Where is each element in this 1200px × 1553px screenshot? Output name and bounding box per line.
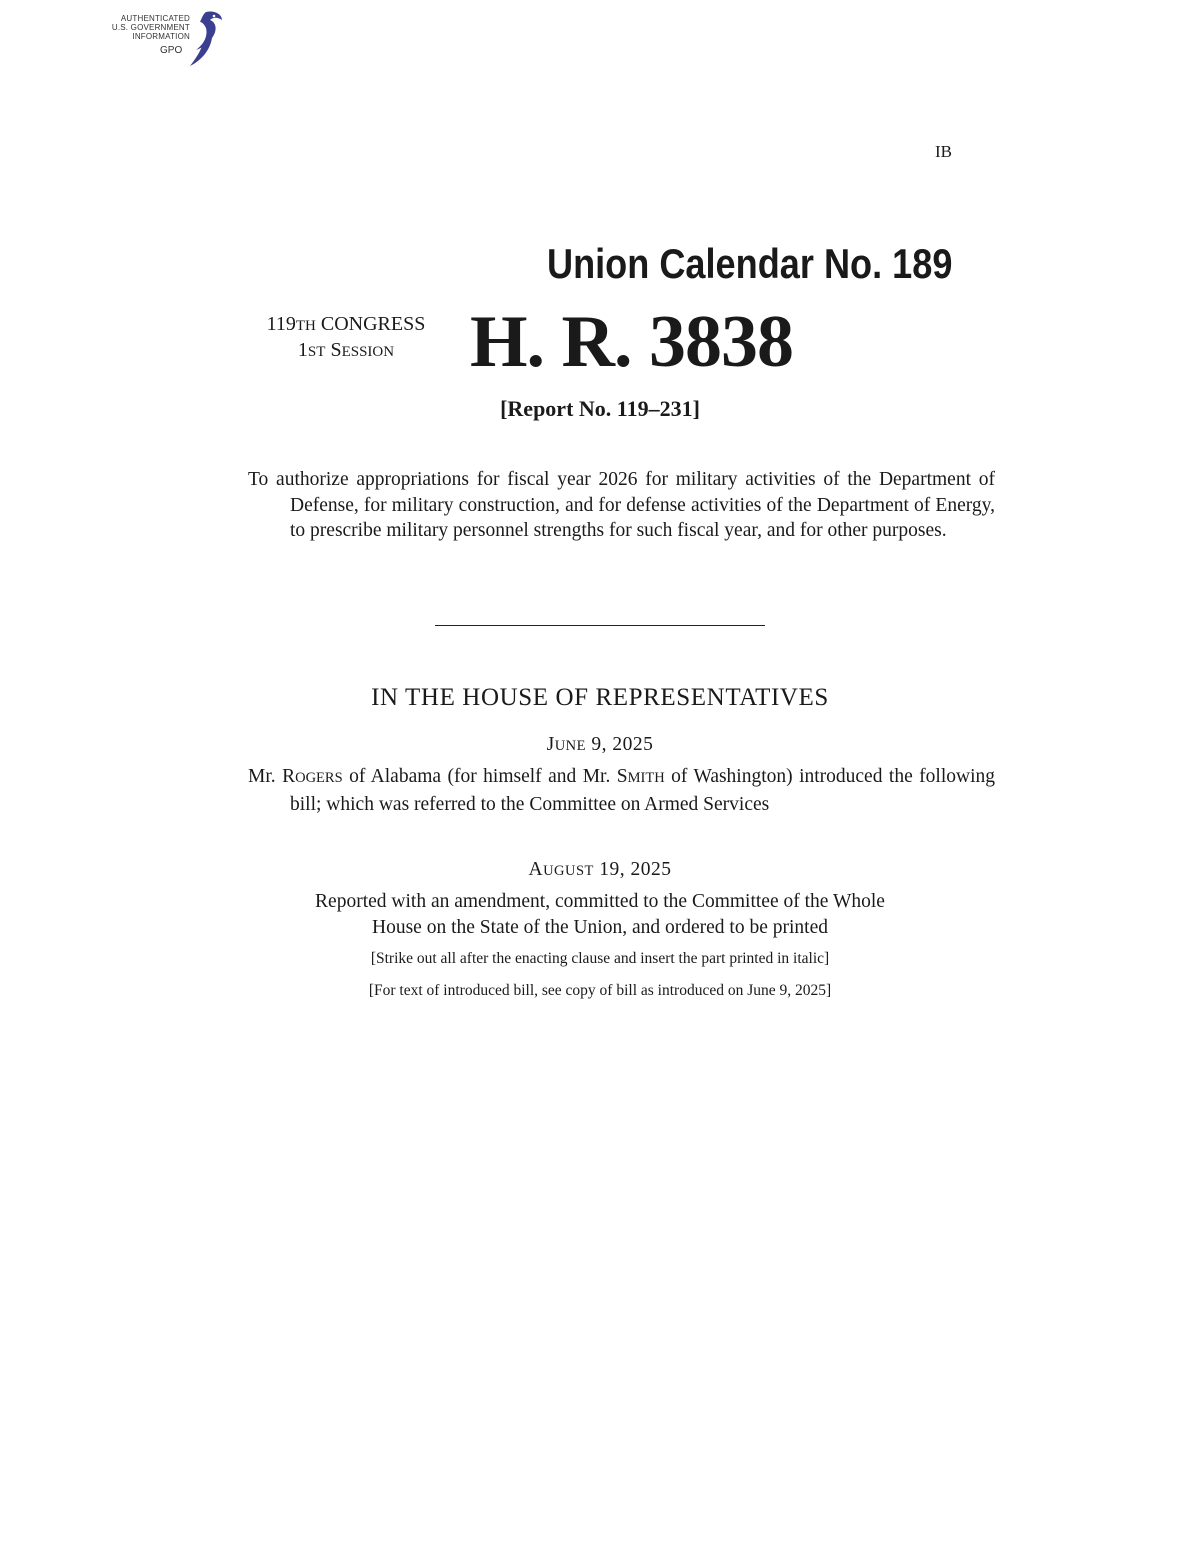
introduced-date: JUNE 9, 2025 — [546, 734, 654, 755]
chamber-heading: IN THE HOUSE OF REPRESENTATIVES — [371, 684, 829, 711]
report-number: [Report No. 119–231] — [500, 396, 700, 421]
session-label-initial: S — [330, 339, 342, 361]
logo-gpo-mark: GPO — [160, 45, 183, 56]
session-label-rest: ESSION — [341, 344, 395, 360]
bill-purpose: To authorize appropriations for fiscal year 2026 for military activities of the Department of Defense, for military construction, and for defense activities of the Department of Energy, to prescribe military personnel strengths for such fiscal year, and for other purposes. — [248, 469, 995, 541]
reported-date: AUGUST 19, 2025 — [528, 859, 672, 880]
eagle-icon — [166, 8, 228, 72]
divider-rule — [435, 625, 765, 626]
introduction-statement: Mr. ROGERS of Alabama (for himself and Mr. SMITH of Washington) introduced the following bill; which was referred to the Committee on Armed Services — [248, 766, 995, 815]
document-code: IB — [935, 142, 952, 161]
amendment-note: [Strike out all after the enacting clause and insert the part printed in italic] — [370, 950, 830, 967]
logo-text: AUTHENTICATED U.S. GOVERNMENT INFORMATION — [111, 14, 190, 41]
reported-statement: Reported with an amendment, committed to the Committee of the Whole House on the State of the Union, and ordered to be printed — [315, 891, 885, 938]
introduced-text-note: [For text of introduced bill, see copy of bill as introduced on June 9, 2025] — [368, 982, 832, 999]
congress-session — [246, 312, 446, 364]
gpo-authentication-logo — [98, 8, 228, 72]
union-calendar-number: Union Calendar No. 189 — [546, 240, 952, 287]
bill-number: H. R. 3838 — [470, 301, 793, 383]
congress-line: 119TH CONGRESS — [266, 313, 426, 335]
session-line: 1ST SESSION — [297, 339, 395, 361]
